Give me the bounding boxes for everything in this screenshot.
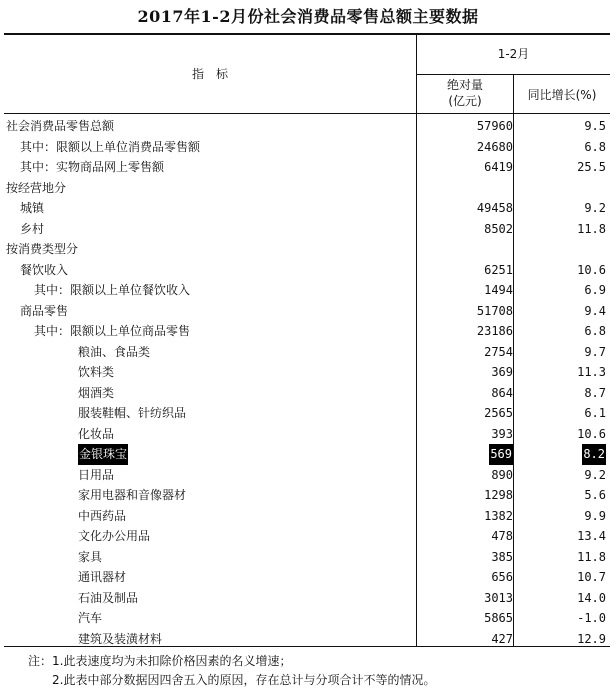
table-row[interactable] [4,588,610,609]
absolute-value: 478 [491,529,513,543]
row-label: 化妆品 [78,426,115,441]
table-row[interactable] [4,280,610,301]
row-label: 日用品 [78,467,115,482]
growth-value: 11.3 [577,365,606,379]
growth-value: 9.7 [584,344,606,359]
table-row[interactable] [4,342,610,363]
row-label: 建筑及装潢材料 [78,631,163,646]
growth-value: -1.0 [577,611,606,625]
absolute-value: 49458 [476,201,513,215]
growth-value: 10.6 [577,426,606,441]
growth-value: 8.2 [582,444,606,465]
table-row[interactable] [4,239,610,260]
row-label: 中西药品 [78,508,127,523]
table-row[interactable] [4,260,610,281]
row-label: 汽车 [78,611,103,625]
absolute-value: 2754 [484,344,513,359]
row-label: 餐饮收入 [20,262,69,277]
absolute-value: 5865 [484,611,513,625]
growth-value: 9.5 [584,119,606,133]
absolute-value: 3013 [484,590,513,605]
growth-value: 8.7 [584,385,606,400]
row-label: 社会消费品零售总额 [6,119,115,133]
row-label: 城镇 [20,201,45,215]
growth-value: 14.0 [577,590,606,605]
absolute-value: 24680 [476,139,513,154]
growth-value: 11.8 [577,549,606,564]
growth-value: 6.8 [584,324,606,338]
growth-value: 12.9 [577,631,606,646]
table-row[interactable] [4,465,610,486]
growth-value: 25.5 [577,160,606,174]
row-label: 通讯器材 [78,570,127,584]
table-row[interactable] [4,506,610,527]
row-label: 家用电器和音像器材 [78,488,187,502]
header-indicator: 指 标 [191,67,228,81]
absolute-value: 656 [491,570,513,584]
row-label: 饮料类 [78,365,115,379]
header-growth: 同比增长(%) [527,88,597,102]
table-row[interactable] [4,485,610,506]
table-row[interactable] [4,301,610,322]
row-label: 其中：限额以上单位消费品零售额 [20,139,201,154]
absolute-value: 569 [489,444,513,465]
table-row[interactable] [4,178,610,199]
table-row[interactable] [4,219,610,240]
growth-value: 5.6 [584,488,606,502]
growth-value: 10.6 [577,262,606,277]
growth-value: 6.9 [584,283,606,297]
absolute-value: 864 [491,385,513,400]
table-row[interactable] [4,403,610,424]
growth-value: 10.7 [577,570,606,584]
absolute-value: 8502 [484,221,513,236]
absolute-value: 57960 [476,119,513,133]
page-title: 2017年1-2月份社会消费品零售总额主要数据 [137,7,479,26]
row-label: 其中：限额以上单位商品零售 [34,324,191,338]
table-row[interactable] [4,137,610,158]
growth-value: 11.8 [577,221,606,236]
table-row[interactable] [4,629,610,650]
table-row[interactable] [4,547,610,568]
growth-value: 9.2 [584,201,606,215]
table-row[interactable] [4,321,610,342]
row-label: 乡村 [20,221,45,236]
absolute-value: 890 [491,467,513,482]
table-row[interactable] [4,383,610,404]
absolute-value: 393 [491,426,513,441]
row-label: 粮油、食品类 [78,344,151,359]
table-row[interactable] [4,526,610,547]
absolute-value: 23186 [476,324,513,338]
row-label: 其中：实物商品网上零售额 [20,160,165,174]
absolute-value: 6419 [484,160,513,174]
table-row[interactable] [4,424,610,445]
row-label: 按经营地分 [6,180,67,195]
footnote-2: 2.此表中部分数据因四舍五入的原因，存在总计与分项合计不等的情况。 [28,673,436,687]
growth-value: 9.2 [584,467,606,482]
table-top-rule [4,33,610,35]
growth-value: 9.9 [584,508,606,523]
data-table [4,33,610,647]
absolute-value: 1298 [484,488,513,502]
growth-value: 9.4 [584,303,606,318]
footnotes [28,652,435,690]
header-absolute-line2: (亿元) [448,94,482,108]
table-row[interactable] [4,362,610,383]
table-row-selected[interactable] [4,444,610,465]
row-label: 文化办公用品 [78,529,151,543]
row-label: 烟酒类 [78,385,115,400]
absolute-value: 2565 [484,406,513,420]
footnote-1: 注：1.此表速度均为未扣除价格因素的名义增速； [28,654,292,668]
absolute-value: 1382 [484,508,513,523]
absolute-value: 369 [491,365,513,379]
table-row[interactable] [4,567,610,588]
absolute-value: 6251 [484,262,513,277]
absolute-value: 385 [491,549,513,564]
row-label: 按消费类型分 [6,242,79,256]
row-label: 金银珠宝 [78,444,128,465]
header-bottom-rule [4,113,610,114]
row-label: 服装鞋帽、针纺织品 [78,406,187,420]
row-label: 石油及制品 [78,590,139,605]
header-absolute-line1: 绝对量 [446,78,483,92]
table-row[interactable] [4,116,610,137]
table-row[interactable] [4,608,610,629]
row-label: 家具 [78,549,103,564]
row-label: 商品零售 [20,303,69,318]
header-period: 1-2月 [497,47,530,61]
table-row[interactable] [4,157,610,178]
absolute-value: 1494 [484,283,513,297]
table-row[interactable] [4,198,610,219]
growth-value: 6.8 [584,139,606,154]
absolute-value: 427 [491,631,513,646]
growth-value: 6.1 [584,406,606,420]
growth-value: 13.4 [577,529,606,543]
absolute-value: 51708 [476,303,513,318]
row-label: 其中：限额以上单位餐饮收入 [34,283,191,297]
